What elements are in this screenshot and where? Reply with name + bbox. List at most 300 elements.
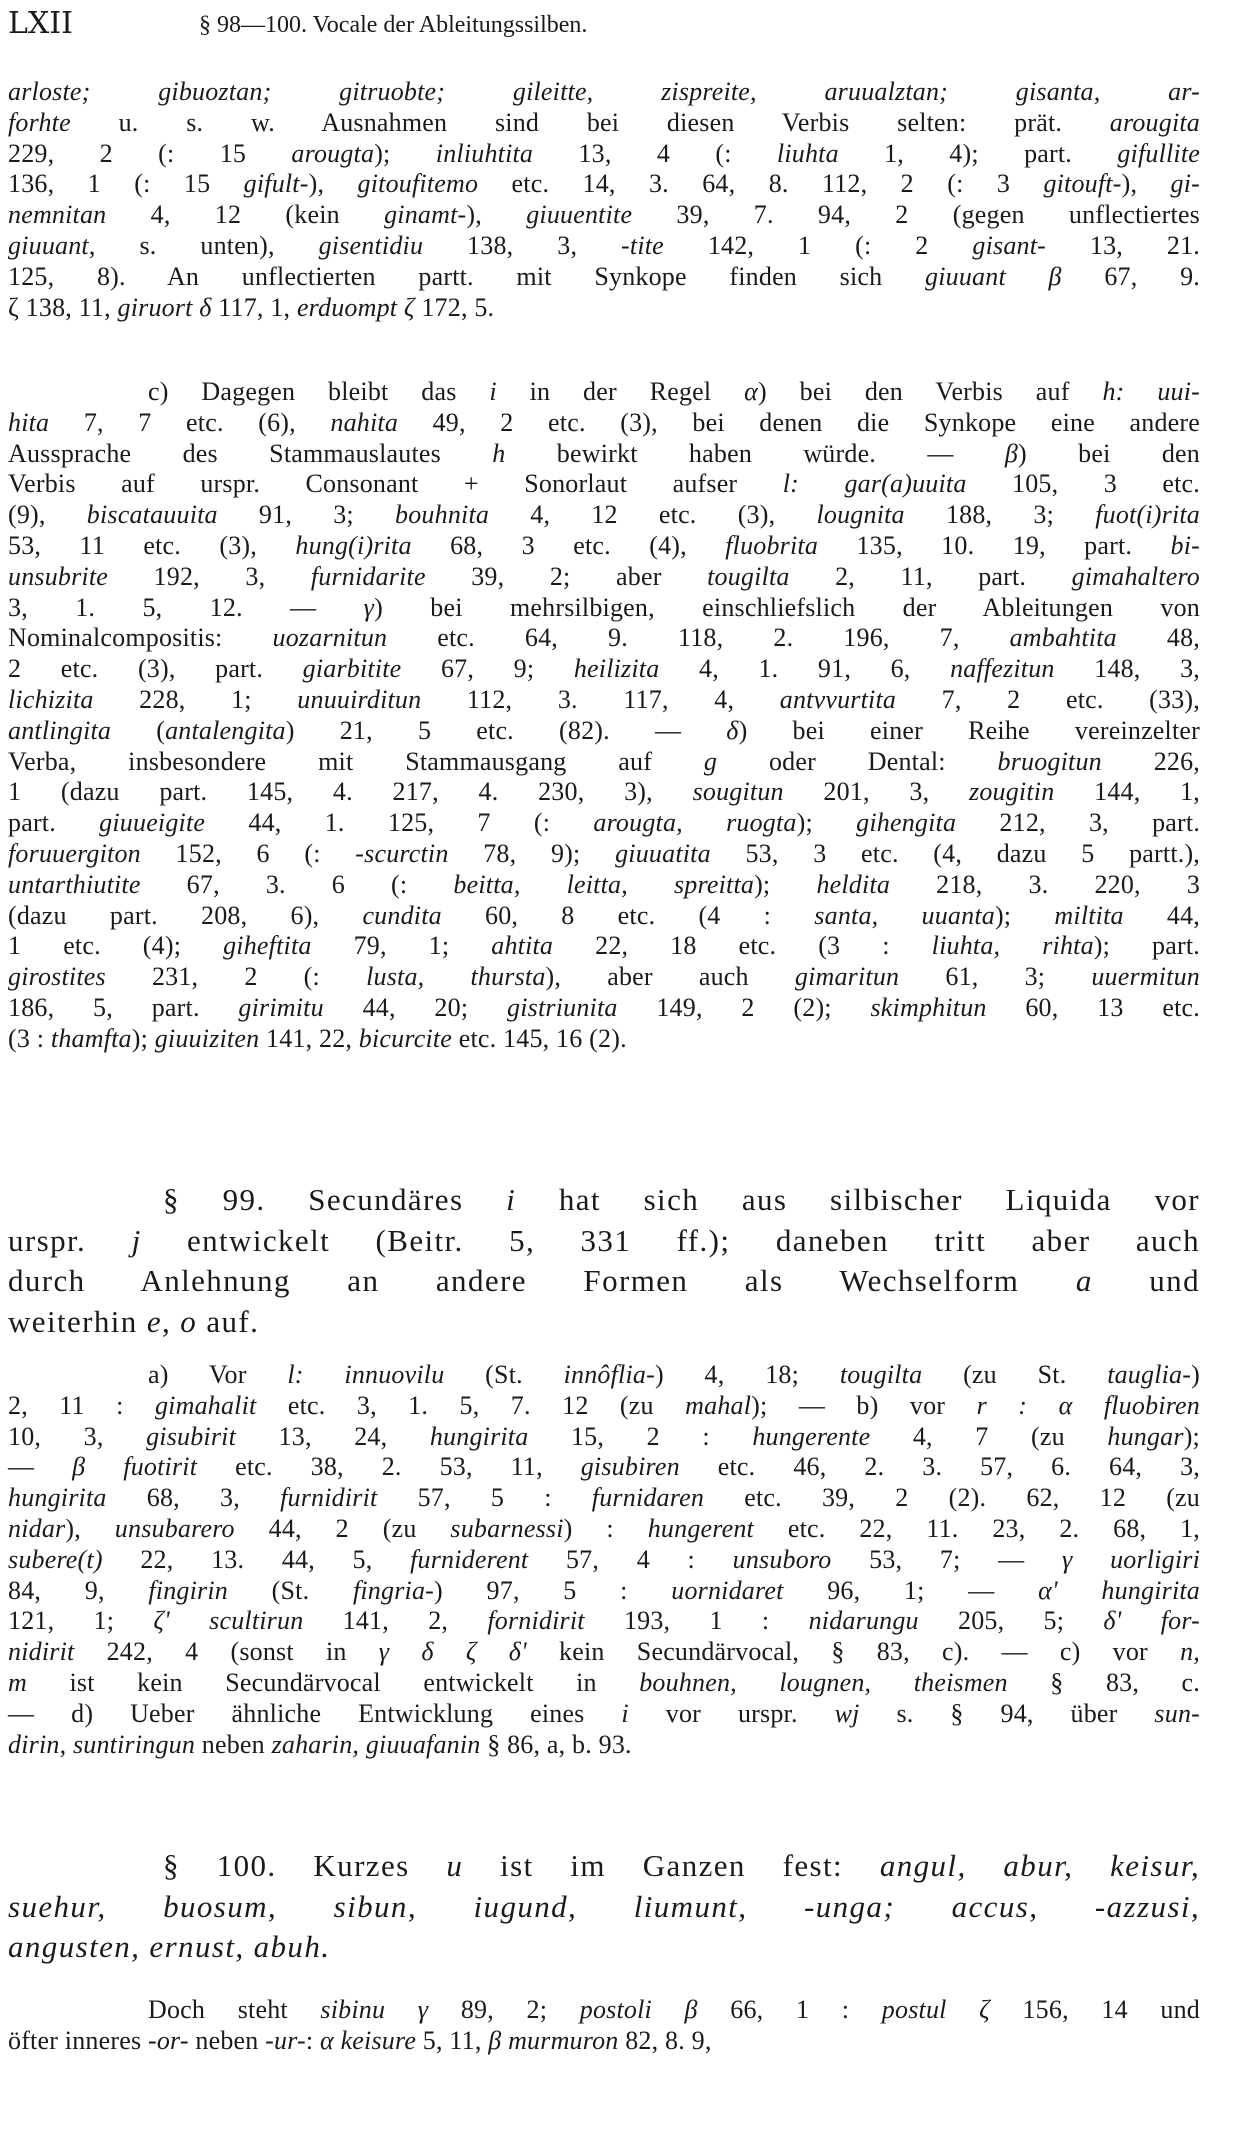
italic-term: fornidirit xyxy=(487,1606,585,1636)
italic-term: α xyxy=(744,377,758,406)
italic-term: arougita xyxy=(1109,107,1200,137)
text-run: 15, 2 : xyxy=(528,1421,753,1451)
italic-term: fingria- xyxy=(352,1575,435,1605)
italic-term: ginamt- xyxy=(384,200,467,230)
text-run: 4, 12 (kein xyxy=(106,200,385,230)
italic-term: δ xyxy=(726,715,739,745)
italic-term: -or- xyxy=(147,2025,189,2055)
text-run: ) bei den Verbis auf xyxy=(758,377,1103,406)
text-run: 2 etc. (3), part. xyxy=(8,654,303,684)
italic-term: tougilta xyxy=(839,1360,923,1389)
italic-term: ahtita xyxy=(491,931,554,961)
italic-term: fingirin xyxy=(148,1575,228,1605)
italic-term: girimitu xyxy=(238,992,324,1022)
text-run: 39, 2; aber xyxy=(425,561,708,591)
italic-term: biscatauuita xyxy=(86,500,218,530)
italic-term: e, o xyxy=(146,1303,198,1339)
italic-term: arloste; gibuoztan; gitruobte; gileitte, zispreite, aruualztan; gisanta, ar- xyxy=(8,77,1200,106)
italic-term: l: gar(a)uuita xyxy=(782,469,967,499)
text-run: 96, 1; — xyxy=(783,1575,1039,1605)
text-run: 144, 1, xyxy=(1054,777,1200,807)
text-line xyxy=(8,1576,1200,1607)
text-line xyxy=(8,2026,1200,2057)
italic-term: giuuiziten xyxy=(154,1023,260,1053)
text-run: etc. 14, 3. 64, 8. 112, 2 (: 3 xyxy=(478,169,1044,199)
italic-term: heilizita xyxy=(573,654,660,684)
italic-term: -scurctin xyxy=(355,838,449,868)
text-line xyxy=(8,139,1200,170)
text-run: Doch steht xyxy=(148,1995,321,2024)
italic-term: gimaritun xyxy=(794,962,900,992)
italic-term: giuuant β xyxy=(925,261,1062,291)
text-run: 3, 1. 5, 12. — xyxy=(8,592,364,622)
italic-term: beitta, leitta, spreitta xyxy=(453,869,755,899)
text-run: 4, 7 (zu xyxy=(870,1421,1108,1451)
italic-term: unuuirditun xyxy=(297,684,422,714)
italic-term: giuuentite xyxy=(526,200,633,230)
text-run: 117, 1, xyxy=(211,292,297,322)
italic-term: β fuotirit xyxy=(72,1452,198,1482)
text-run: etc. 46, 2. 3. 57, 6. 64, 3, xyxy=(679,1452,1200,1482)
section-100-paragraph xyxy=(8,1995,1200,2057)
italic-term: a xyxy=(1075,1263,1093,1298)
italic-term: δ' for- xyxy=(1103,1606,1200,1636)
text-run: etc. 3, 1. 5, 7. 12 (zu xyxy=(256,1390,686,1420)
text-line xyxy=(8,1846,1200,1887)
text-line xyxy=(8,593,1200,624)
text-line xyxy=(8,1637,1200,1668)
text-run: ); — b) vor xyxy=(751,1390,977,1420)
italic-term: bouhnita xyxy=(395,500,490,530)
text-run: 68, 3 etc. (4), xyxy=(411,530,726,560)
italic-term: erduompt ζ xyxy=(296,292,415,322)
text-run: 13, 24, xyxy=(236,1421,430,1451)
text-run: 44, 2 (zu xyxy=(234,1513,451,1543)
text-run: 149, 2 (2); xyxy=(617,992,871,1022)
text-line xyxy=(8,469,1200,500)
text-run: 68, 3, xyxy=(106,1483,281,1513)
text-run: 136, 1 (: 15 xyxy=(8,169,244,199)
text-run: 91, 3; xyxy=(217,500,396,530)
text-run: 193, 1 : xyxy=(584,1606,809,1636)
text-line xyxy=(8,1024,1200,1055)
italic-term: foruuergiton xyxy=(8,838,141,868)
text-run: (9), xyxy=(8,500,87,530)
text-line xyxy=(8,654,1200,685)
section-100-heading-paragraph xyxy=(8,1846,1200,1968)
text-run: (3 : xyxy=(8,1023,51,1053)
italic-term: u xyxy=(446,1848,464,1883)
text-run: ) 21, 5 etc. (82). — xyxy=(285,715,727,745)
text-run: etc. 22, 11. 23, 2. 68, 1, xyxy=(753,1513,1201,1543)
text-run: 152, 6 (: xyxy=(140,838,356,868)
text-run: hat sich aus silbischer Liquida vor xyxy=(516,1182,1200,1217)
text-run: 78, 9); xyxy=(448,838,616,868)
italic-term: ambahtita xyxy=(1009,623,1117,653)
italic-term: cundita xyxy=(362,900,442,930)
italic-term: dirin, suntiringun xyxy=(8,1729,196,1759)
text-run: ζ 138, 11, xyxy=(8,292,118,322)
italic-term: gihengita xyxy=(856,808,957,838)
text-line xyxy=(8,839,1200,870)
text-run: (zu St. xyxy=(922,1360,1108,1389)
text-run: 121, 1; xyxy=(8,1606,154,1636)
text-run: 89, 2; xyxy=(428,1995,580,2024)
italic-term: α keisure xyxy=(320,2025,417,2055)
italic-term: wj xyxy=(834,1698,860,1728)
text-run: ) bei einer Reihe vereinzelter xyxy=(738,715,1200,745)
text-line xyxy=(8,1514,1200,1545)
italic-term: nidar xyxy=(8,1513,66,1543)
text-run: 61, 3; xyxy=(899,962,1092,992)
text-line xyxy=(8,901,1200,932)
text-line xyxy=(8,993,1200,1024)
text-run: 2, 11, part. xyxy=(789,561,1072,591)
italic-term: bruogitun xyxy=(997,746,1102,776)
text-run: durch Anlehnung an andere Formen als Wechselform xyxy=(8,1263,1076,1298)
text-run: kein Secundärvocal, § 83, c). — c) vor xyxy=(526,1637,1181,1667)
text-run: 1 etc. (4); xyxy=(8,931,224,961)
italic-term: gitouft- xyxy=(1043,169,1122,199)
text-run: 1, 4); part. xyxy=(838,138,1118,168)
italic-term: lusta, thursta xyxy=(366,962,546,992)
italic-term: gitoufitemo xyxy=(357,169,479,199)
italic-term: γ δ ζ δ' xyxy=(378,1637,527,1667)
text-run: 67, 9; xyxy=(401,654,574,684)
text-line xyxy=(8,1180,1200,1221)
text-line xyxy=(8,1422,1200,1453)
italic-term: subere(t) xyxy=(8,1544,103,1574)
text-run: 201, 3, xyxy=(783,777,970,807)
text-run: 141, 2, xyxy=(303,1606,488,1636)
page-header xyxy=(0,6,1244,46)
italic-term: hungerente xyxy=(752,1421,871,1451)
italic-term: angul, abur, keisur, xyxy=(879,1848,1200,1883)
text-run: etc. 64, 9. 118, 2. 196, 7, xyxy=(387,623,1010,653)
text-line xyxy=(8,439,1200,470)
text-run: 226, xyxy=(1101,746,1201,776)
italic-term: α' hungirita xyxy=(1038,1575,1200,1605)
italic-term: lougnita xyxy=(816,500,905,530)
italic-term: forhte xyxy=(8,107,71,137)
italic-term: fluobrita xyxy=(725,530,819,560)
text-run: 172, 5. xyxy=(414,292,495,322)
text-line xyxy=(8,1261,1200,1302)
text-run: a) Vor xyxy=(148,1360,288,1389)
italic-term: tougilta xyxy=(707,561,790,591)
text-run: oder Dental: xyxy=(717,746,998,776)
text-run: 39, 7. 94, 2 (gegen unflectiertes xyxy=(632,200,1200,230)
text-run: etc. 145, 16 (2). xyxy=(452,1023,627,1053)
text-run: 186, 5, part. xyxy=(8,992,239,1022)
italic-term: zaharin, giuuafanin xyxy=(271,1729,481,1759)
text-run: öfter inneres xyxy=(8,2025,148,2055)
text-run: 79, 1; xyxy=(311,931,492,961)
italic-term: nidirit xyxy=(8,1637,75,1667)
text-line xyxy=(8,1995,1200,2026)
text-line xyxy=(8,1302,1200,1343)
text-run: 135, 10. 19, part. xyxy=(818,530,1171,560)
italic-term: gifullite xyxy=(1117,138,1201,168)
italic-term: hungirita xyxy=(8,1483,107,1513)
section-99-paragraphs xyxy=(8,1360,1200,1760)
italic-term: gisant- xyxy=(972,230,1047,260)
italic-term: heldita xyxy=(816,869,891,899)
italic-term: untarthiutite xyxy=(8,869,141,899)
italic-term: suehur, buosum, sibun, iugund, liumunt, -unga; accus, -azzusi, xyxy=(8,1888,1200,1924)
italic-term: postul ζ xyxy=(881,1995,990,2024)
text-run: ), aber auch xyxy=(545,962,795,992)
page-number: LXII xyxy=(8,6,73,41)
text-run: 212, 3, part. xyxy=(956,808,1201,838)
section-98-paragraph-c xyxy=(8,377,1200,1055)
text-line xyxy=(8,1452,1200,1483)
text-run: 13, 21. xyxy=(1046,230,1201,260)
text-run: § 99. Secundäres xyxy=(163,1182,507,1217)
text-run: 22, 13. 44, 5, xyxy=(102,1544,411,1574)
italic-term: j xyxy=(131,1222,142,1258)
italic-term: furnidirit xyxy=(280,1483,378,1513)
italic-term: bicurcite xyxy=(358,1023,453,1053)
text-line xyxy=(8,200,1200,231)
italic-term: gisubirit xyxy=(146,1421,237,1451)
text-line xyxy=(8,685,1200,716)
text-line xyxy=(8,377,1200,408)
text-run: 231, 2 (: xyxy=(105,962,367,992)
text-run: 242, 4 (sonst in xyxy=(74,1637,379,1667)
text-run: 228, 1; xyxy=(93,684,298,714)
text-run: 138, 3, xyxy=(423,230,622,260)
text-run: ), xyxy=(466,200,527,230)
italic-term: sun- xyxy=(1154,1698,1200,1728)
text-run: 7, 7 etc. (6), xyxy=(49,407,331,437)
text-run: urspr. xyxy=(8,1222,132,1258)
italic-term: nidarungu xyxy=(808,1606,919,1636)
text-run: ) xyxy=(1191,1360,1200,1389)
italic-term: n, xyxy=(1180,1637,1200,1667)
italic-term: γ xyxy=(363,592,375,622)
text-run: 148, 3, xyxy=(1054,654,1200,684)
text-run: 22, 18 etc. (3 : xyxy=(553,931,932,961)
italic-term: l: innuovilu xyxy=(287,1360,445,1389)
italic-term: zougitin xyxy=(969,777,1055,807)
text-line xyxy=(8,1927,1200,1968)
text-run: etc. 38, 2. 53, 11, xyxy=(197,1452,581,1482)
text-run: ); part. xyxy=(1093,931,1200,961)
text-line xyxy=(8,1221,1200,1262)
text-run: ), xyxy=(308,169,358,199)
text-run: weiterhin xyxy=(8,1303,147,1339)
section-99-heading-paragraph xyxy=(8,1180,1200,1342)
text-run: 141, 22, xyxy=(259,1023,359,1053)
text-run: Aussprache des Stammauslautes xyxy=(8,438,493,468)
text-run: 53, 3 etc. (4, dazu 5 partt.), xyxy=(710,838,1200,868)
text-run: : xyxy=(305,2025,321,2055)
text-run: ); xyxy=(754,869,817,899)
text-run: — d) Ueber ähnliche Entwicklung eines xyxy=(8,1698,622,1728)
text-run: ist im Ganzen fest: xyxy=(463,1848,880,1883)
text-run: und xyxy=(1092,1263,1200,1298)
text-line xyxy=(8,777,1200,808)
italic-term: i xyxy=(489,377,497,406)
text-run: ist kein Secundärvocal entwickelt in xyxy=(26,1667,640,1697)
italic-term: gistriunita xyxy=(507,992,618,1022)
italic-term: hita xyxy=(8,407,50,437)
text-line xyxy=(8,562,1200,593)
text-run: (St. xyxy=(227,1575,353,1605)
italic-term: hungar xyxy=(1107,1421,1184,1451)
text-run: § 86, a, b. 93. xyxy=(480,1729,632,1759)
italic-term: fuot(i)rita xyxy=(1095,500,1200,530)
italic-term: β murmuron xyxy=(488,2025,619,2055)
text-run: Nominalcompositis: xyxy=(8,623,273,653)
text-run: ); xyxy=(374,138,436,168)
text-run: 57, 4 : xyxy=(528,1544,733,1574)
italic-term: r : α fluobiren xyxy=(976,1390,1200,1420)
text-line xyxy=(8,262,1200,293)
text-run: Verbis auf urspr. Consonant + Sonorlaut aufser xyxy=(8,469,783,499)
text-line xyxy=(8,1360,1200,1391)
text-line xyxy=(8,747,1200,778)
text-run: 229, 2 (: 15 xyxy=(8,138,292,168)
text-line xyxy=(8,500,1200,531)
italic-term: unsubrite xyxy=(8,561,109,591)
text-run: 205, 5; xyxy=(918,1606,1104,1636)
text-run: 49, 2 etc. (3), bei denen die Synkope eine andere xyxy=(398,407,1200,437)
italic-term: uornidaret xyxy=(671,1575,784,1605)
text-run: auf. xyxy=(197,1303,260,1339)
text-run: 105, 3 etc. xyxy=(966,469,1200,499)
italic-term: uuermitun xyxy=(1091,962,1201,992)
text-line xyxy=(8,1391,1200,1422)
text-run: 1 (dazu part. 145, 4. 217, 4. 230, 3), xyxy=(8,777,693,807)
text-run: 66, 1 : xyxy=(697,1995,882,2024)
italic-term: giuuatita xyxy=(615,838,711,868)
italic-term: furniderent xyxy=(410,1544,529,1574)
text-run: 53, 7; — xyxy=(831,1544,1062,1574)
italic-term: antvvurtita xyxy=(779,684,897,714)
italic-term: antalengita xyxy=(165,715,286,745)
italic-term: hungirita xyxy=(429,1421,529,1451)
italic-term: antlingita xyxy=(8,715,112,745)
running-title: § 98—100. Vocale der Ableitungssilben. xyxy=(199,12,588,38)
italic-term: gisentidiu xyxy=(318,230,424,260)
text-run: 67, 9. xyxy=(1061,261,1200,291)
text-run: , s. unten), xyxy=(88,230,319,260)
text-run: § 83, c. xyxy=(1007,1667,1200,1697)
text-run: 67, 3. 6 (: xyxy=(140,869,454,899)
text-run: neben xyxy=(195,1729,272,1759)
italic-term: inliuhtita xyxy=(435,138,534,168)
italic-term: gimahalit xyxy=(154,1390,257,1420)
text-line xyxy=(8,1545,1200,1576)
text-run: bewirkt haben würde. — xyxy=(505,438,1005,468)
text-line xyxy=(8,1730,1200,1761)
text-run: § 100. Kurzes xyxy=(163,1848,447,1883)
italic-term: hungerent xyxy=(647,1513,754,1543)
text-run: 156, 14 und xyxy=(989,1995,1200,2024)
text-run: ); xyxy=(994,900,1055,930)
italic-term: giuuant xyxy=(8,230,89,260)
text-line xyxy=(8,77,1200,108)
text-run: ); xyxy=(1183,1421,1200,1451)
italic-term: -tite xyxy=(621,230,664,260)
text-run: c) Dagegen bleibt das xyxy=(148,377,490,406)
text-run: 60, 8 etc. (4 : xyxy=(441,900,815,930)
text-run: 53, 11 etc. (3), xyxy=(8,530,296,560)
italic-term: gimahaltero xyxy=(1071,561,1200,591)
italic-term: innôflia- xyxy=(563,1360,655,1389)
text-line xyxy=(8,931,1200,962)
italic-term: bi- xyxy=(1170,530,1200,560)
text-run: ( xyxy=(111,715,166,745)
text-line xyxy=(8,1483,1200,1514)
italic-term: sougitun xyxy=(692,777,784,807)
italic-term: unsuboro xyxy=(732,1544,832,1574)
italic-term: furnidarite xyxy=(310,561,426,591)
text-run: ) 97, 5 : xyxy=(434,1575,672,1605)
text-run: Verba, insbesondere mit Stammausgang auf xyxy=(8,746,704,776)
italic-term: g xyxy=(703,746,718,776)
italic-term: h: uui- xyxy=(1102,377,1200,406)
text-run: etc. 39, 2 (2). 62, 12 (zu xyxy=(704,1483,1200,1513)
text-run: ) : xyxy=(563,1513,648,1543)
text-line xyxy=(8,531,1200,562)
italic-term: unsubarero xyxy=(114,1513,235,1543)
text-line xyxy=(8,293,1200,324)
italic-term: giheftita xyxy=(223,931,312,961)
text-run: ); xyxy=(131,1023,155,1053)
text-run: vor urspr. xyxy=(628,1698,835,1728)
italic-term: i xyxy=(506,1182,517,1217)
italic-term: liuhta xyxy=(776,138,839,168)
italic-term: m xyxy=(8,1667,27,1697)
text-run: 13, 4 (: xyxy=(533,138,777,168)
text-run: 44, 1. 125, 7 (: xyxy=(205,808,594,838)
text-run: 7, 2 etc. (33), xyxy=(896,684,1200,714)
text-run: 188, 3; xyxy=(904,500,1096,530)
text-run: 10, 3, xyxy=(8,1421,147,1451)
italic-term: giarbitite xyxy=(302,654,402,684)
text-run: in der Regel xyxy=(496,377,745,406)
italic-term: ζ' scultirun xyxy=(153,1606,304,1636)
text-run: — xyxy=(8,1452,73,1482)
italic-term: uozarnitun xyxy=(272,623,388,653)
italic-term: subarnessi xyxy=(450,1513,564,1543)
text-run: 44, 20; xyxy=(323,992,508,1022)
italic-term: nahita xyxy=(330,407,399,437)
text-run: 5, 11, xyxy=(416,2025,489,2055)
text-line xyxy=(8,108,1200,139)
text-run: 82, 8. 9, xyxy=(618,2025,712,2055)
text-line xyxy=(8,231,1200,262)
italic-term: -ur- xyxy=(265,2025,306,2055)
italic-term: giruort δ xyxy=(117,292,212,322)
text-run: ), xyxy=(65,1513,115,1543)
italic-term: gisubiren xyxy=(580,1452,680,1482)
text-run: 48, xyxy=(1116,623,1201,653)
text-run: 142, 1 (: 2 xyxy=(663,230,973,260)
text-run: u. s. w. Ausnahmen sind bei diesen Verbis selten: prät. xyxy=(70,107,1110,137)
text-run: 44, xyxy=(1123,900,1200,930)
text-run: (St. xyxy=(444,1360,564,1389)
text-run: 2, 11 : xyxy=(8,1390,155,1420)
text-run: part. xyxy=(8,808,100,838)
italic-term: liuhta, rihta xyxy=(931,931,1094,961)
italic-term: sibinu γ xyxy=(320,1995,429,2024)
text-run: 4, 1. 91, 6, xyxy=(659,654,951,684)
italic-term: arougta xyxy=(291,138,375,168)
